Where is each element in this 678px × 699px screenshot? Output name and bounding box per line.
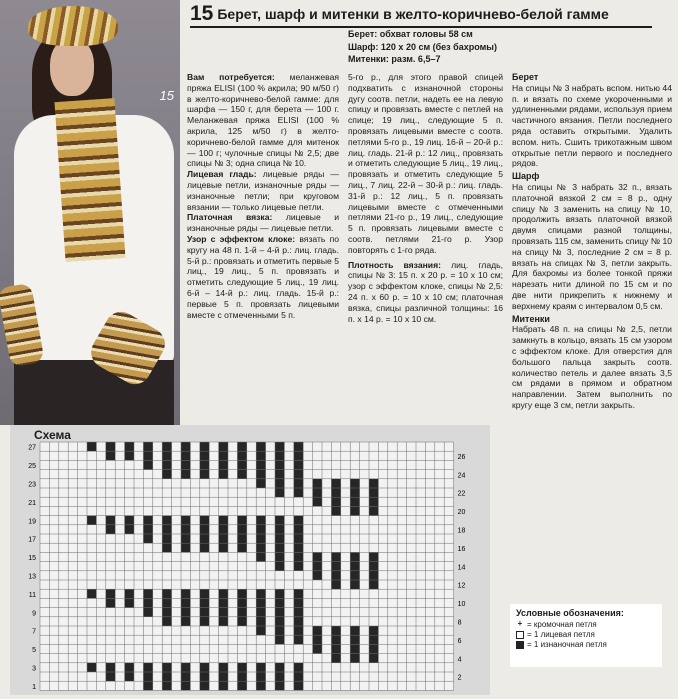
purl-cell xyxy=(275,543,284,552)
purl-cell xyxy=(331,497,340,506)
purl-cell xyxy=(256,552,265,561)
purl-cell xyxy=(219,451,228,460)
purl-stitch-icon xyxy=(516,641,524,649)
purl-cell xyxy=(313,571,322,580)
purl-cell xyxy=(106,442,115,451)
purl-cell xyxy=(162,681,171,690)
stockinette-label: Лицевая гладь: xyxy=(187,169,257,180)
purl-cell xyxy=(294,479,303,488)
purl-cell xyxy=(294,617,303,626)
purl-cell xyxy=(256,451,265,460)
pattern-number: 15 xyxy=(190,2,214,25)
row-number-right: 22 xyxy=(457,490,466,498)
purl-cell xyxy=(125,451,134,460)
beret-heading: Берет xyxy=(512,72,539,82)
purl-cell xyxy=(275,635,284,644)
edge-stitch-icon: + xyxy=(517,619,523,628)
purl-cell xyxy=(369,488,378,497)
purl-cell xyxy=(219,598,228,607)
legend-title: Условные обозначения: xyxy=(516,608,624,618)
purl-cell xyxy=(237,663,246,672)
materials-label: Вам потребуется: xyxy=(187,72,275,82)
purl-cell xyxy=(219,470,228,479)
purl-cell xyxy=(143,525,152,534)
beret-text: На спицы № 3 набрать вспом. нитью 44 п. и вязать по схеме укороченными и удлиненными рядами, используя прием частичного вязания. Петли последнего ряда оставить открытыми. Удалить вспом. нить. Сшить трикотажным швом открытые петли первого и последнего рядов. xyxy=(512,82,672,169)
purl-cell xyxy=(87,663,96,672)
row-number-right: 8 xyxy=(457,619,462,627)
purl-cell xyxy=(294,672,303,681)
purl-cell xyxy=(125,442,134,451)
purl-cell xyxy=(313,635,322,644)
purl-cell xyxy=(219,543,228,552)
purl-cell xyxy=(106,672,115,681)
purl-cell xyxy=(219,617,228,626)
purl-cell xyxy=(256,589,265,598)
purl-cell xyxy=(181,460,190,469)
row-number-left: 27 xyxy=(28,444,36,452)
purl-cell xyxy=(313,644,322,653)
purl-cell xyxy=(294,663,303,672)
article-title xyxy=(190,2,670,28)
purl-cell xyxy=(350,552,359,561)
density-text: лиц. гладь, спицы № 3: 15 п. х 20 р. = 10 х 10 см; узор с эффектом клоке, спицы № 2,5: 24 п. х 60 р. = 10 х 10 см; платочная вязка, спицы различной толщины: 16 п. х 14 р. = 10 х 10 см. xyxy=(348,259,503,324)
garter-label: Платочная вязка: xyxy=(187,212,273,223)
purl-cell xyxy=(331,552,340,561)
purl-cell xyxy=(256,460,265,469)
knitting-chart xyxy=(10,425,490,695)
purl-cell xyxy=(237,608,246,617)
sizes-block xyxy=(348,28,497,66)
chart-grid xyxy=(10,425,490,695)
purl-cell xyxy=(237,516,246,525)
purl-cell xyxy=(275,562,284,571)
purl-cell xyxy=(219,589,228,598)
purl-cell xyxy=(162,543,171,552)
purl-cell xyxy=(350,571,359,580)
purl-cell xyxy=(181,608,190,617)
purl-cell xyxy=(256,617,265,626)
purl-cell xyxy=(181,534,190,543)
materials-column xyxy=(187,72,339,320)
purl-cell xyxy=(237,617,246,626)
purl-cell xyxy=(350,635,359,644)
purl-cell xyxy=(162,589,171,598)
chart-title: Схема xyxy=(34,428,71,442)
row-number-left: 9 xyxy=(32,610,36,618)
purl-cell xyxy=(237,589,246,598)
purl-cell xyxy=(200,442,209,451)
purl-cell xyxy=(294,626,303,635)
purl-cell xyxy=(350,644,359,653)
row-number-left: 3 xyxy=(32,665,36,673)
purl-cell xyxy=(256,543,265,552)
purl-cell xyxy=(181,617,190,626)
purl-cell xyxy=(200,525,209,534)
purl-cell xyxy=(143,608,152,617)
purl-cell xyxy=(275,681,284,690)
purl-cell xyxy=(143,663,152,672)
purl-cell xyxy=(256,598,265,607)
purl-cell xyxy=(200,663,209,672)
purl-cell xyxy=(125,516,134,525)
row-number-right: 20 xyxy=(457,509,466,517)
purl-cell xyxy=(125,598,134,607)
instructions-column xyxy=(348,72,503,324)
purl-cell xyxy=(87,442,96,451)
purl-cell xyxy=(369,562,378,571)
purl-cell xyxy=(256,663,265,672)
purl-cell xyxy=(256,681,265,690)
pattern-continuation: 5-го р., для этого правой спицей подхватить с изнаночной стороны дугу соотв. петли, надеть ее на левую спицу и провязать вместе с петлей на спице; 19 лиц., следующие 5 п. провязать лицевыми вместе с соотв. петлями 5-го р., 19 лиц. 16-й – 20-й р.: лиц. гладь. 21-й р.: 12 лиц., провязать и отметить следующие 5 лиц., 19 лиц., провязать и отметить следующие 5 лиц., 7 лиц. 22-й – 30-й р.: лиц. гладь. 31-й р.: 12 лиц., 5 п. провязать лицевыми вместе с отмеченными петлями 21-го р., 19 лиц., следующие 5 п. провязать лицевыми вместе с соотв. петлями 21-го р. Узор повторять с 1-го ряда. xyxy=(348,72,503,255)
pattern-label: Узор с эффектом клоке: xyxy=(187,233,296,244)
purl-cell xyxy=(294,516,303,525)
purl-cell xyxy=(200,598,209,607)
purl-cell xyxy=(294,598,303,607)
purl-cell xyxy=(200,589,209,598)
row-number-left: 21 xyxy=(28,499,36,507)
purl-cell xyxy=(125,672,134,681)
purl-cell xyxy=(350,654,359,663)
purl-cell xyxy=(275,608,284,617)
purl-cell xyxy=(143,672,152,681)
purl-cell xyxy=(106,516,115,525)
purl-cell xyxy=(181,442,190,451)
purl-cell xyxy=(181,672,190,681)
purl-cell xyxy=(275,598,284,607)
purl-cell xyxy=(237,451,246,460)
purl-cell xyxy=(237,543,246,552)
purl-cell xyxy=(294,552,303,561)
purl-cell xyxy=(275,516,284,525)
purl-cell xyxy=(200,608,209,617)
purl-cell xyxy=(106,525,115,534)
purl-cell xyxy=(125,589,134,598)
purl-cell xyxy=(256,442,265,451)
purl-cell xyxy=(275,672,284,681)
purl-cell xyxy=(181,681,190,690)
purl-cell xyxy=(237,470,246,479)
purl-cell xyxy=(294,608,303,617)
purl-cell xyxy=(219,534,228,543)
purl-cell xyxy=(143,534,152,543)
purl-cell xyxy=(200,516,209,525)
purl-cell xyxy=(237,598,246,607)
row-number-left: 7 xyxy=(32,628,36,636)
purl-cell xyxy=(294,681,303,690)
purl-cell xyxy=(181,525,190,534)
row-number-right: 24 xyxy=(457,472,466,480)
purl-cell xyxy=(181,470,190,479)
purl-cell xyxy=(106,598,115,607)
purl-cell xyxy=(143,598,152,607)
purl-cell xyxy=(275,470,284,479)
purl-cell xyxy=(181,589,190,598)
purl-cell xyxy=(369,497,378,506)
row-number-right: 14 xyxy=(457,564,466,572)
purl-cell xyxy=(350,580,359,589)
purl-cell xyxy=(369,635,378,644)
row-number-right: 2 xyxy=(457,674,462,682)
purl-cell xyxy=(275,589,284,598)
purl-cell xyxy=(369,626,378,635)
purl-cell xyxy=(219,516,228,525)
size-beret: Берет: обхват головы 58 см xyxy=(348,29,473,39)
purl-cell xyxy=(369,552,378,561)
legend-item-knit xyxy=(516,630,656,640)
purl-cell xyxy=(200,672,209,681)
purl-cell xyxy=(256,672,265,681)
pattern-text: вязать по кругу на 48 п. 1-й – 4-й р.: лиц. гладь. 5-й р.: провязать и отметить первые 5 лиц., 19 лиц., 5 п. провязать и отметить следующие 5 лиц., 19 лиц. 6-й – 14-й р.: лиц. гладь. 15-й р.: первые 5 п. провязать лицевыми вместе с отмеченными 5 п. xyxy=(187,233,340,320)
purl-cell xyxy=(237,534,246,543)
purl-cell xyxy=(162,598,171,607)
purl-cell xyxy=(162,672,171,681)
purl-cell xyxy=(350,479,359,488)
purl-cell xyxy=(294,451,303,460)
purl-cell xyxy=(350,626,359,635)
purl-cell xyxy=(106,451,115,460)
purl-cell xyxy=(275,663,284,672)
purl-cell xyxy=(162,451,171,460)
purl-cell xyxy=(256,525,265,534)
purl-cell xyxy=(162,534,171,543)
title-text: Берет, шарф и митенки в желто-коричнево-белой гамме xyxy=(217,6,609,22)
purl-cell xyxy=(275,488,284,497)
purl-cell xyxy=(237,525,246,534)
model-photo xyxy=(0,0,180,425)
mittens-heading: Митенки xyxy=(512,313,550,324)
purl-cell xyxy=(181,451,190,460)
purl-cell xyxy=(181,663,190,672)
row-number-left: 17 xyxy=(28,536,36,544)
purl-cell xyxy=(331,644,340,653)
purl-cell xyxy=(331,635,340,644)
purl-cell xyxy=(313,552,322,561)
purl-cell xyxy=(125,525,134,534)
row-number-right: 26 xyxy=(457,453,466,461)
face-shape xyxy=(50,38,94,96)
purl-cell xyxy=(87,589,96,598)
purl-cell xyxy=(294,470,303,479)
purl-cell xyxy=(313,479,322,488)
purl-cell xyxy=(162,442,171,451)
purl-cell xyxy=(162,460,171,469)
purl-cell xyxy=(143,516,152,525)
photo-page-number: 15 xyxy=(159,88,174,103)
purl-cell xyxy=(256,534,265,543)
items-column xyxy=(512,70,672,411)
row-number-left: 15 xyxy=(28,555,36,563)
purl-cell xyxy=(331,654,340,663)
purl-cell xyxy=(181,543,190,552)
size-scarf: Шарф: 120 х 20 см (без бахромы) xyxy=(348,41,497,52)
row-number-left: 1 xyxy=(32,683,36,691)
legend-edge-text: = кромочная петля xyxy=(527,620,597,629)
purl-cell xyxy=(256,479,265,488)
purl-cell xyxy=(219,525,228,534)
size-mittens: Митенки: разм. 6,5–7 xyxy=(348,54,441,64)
purl-cell xyxy=(256,470,265,479)
purl-cell xyxy=(219,672,228,681)
purl-cell xyxy=(237,681,246,690)
stockinette-text: лицевые ряды — лицевые петли, изнаночные ряды — изнаночные петли; при круговом вязании — только лицевые петли. xyxy=(187,169,340,212)
purl-cell xyxy=(331,580,340,589)
purl-cell xyxy=(143,460,152,469)
purl-cell xyxy=(369,506,378,515)
row-number-right: 4 xyxy=(457,656,462,664)
purl-cell xyxy=(87,516,96,525)
purl-cell xyxy=(331,479,340,488)
purl-cell xyxy=(256,626,265,635)
purl-cell xyxy=(331,626,340,635)
purl-cell xyxy=(106,589,115,598)
purl-cell xyxy=(219,663,228,672)
purl-cell xyxy=(162,608,171,617)
purl-cell xyxy=(237,460,246,469)
purl-cell xyxy=(275,525,284,534)
purl-cell xyxy=(294,525,303,534)
density-label: Плотность вязания: xyxy=(348,259,441,270)
purl-cell xyxy=(275,534,284,543)
purl-cell xyxy=(219,442,228,451)
purl-cell xyxy=(200,460,209,469)
row-number-left: 19 xyxy=(28,518,36,526)
purl-cell xyxy=(275,479,284,488)
purl-cell xyxy=(275,552,284,561)
purl-cell xyxy=(125,663,134,672)
purl-cell xyxy=(369,479,378,488)
purl-cell xyxy=(294,442,303,451)
purl-cell xyxy=(313,497,322,506)
purl-cell xyxy=(106,663,115,672)
purl-cell xyxy=(219,460,228,469)
purl-cell xyxy=(162,617,171,626)
purl-cell xyxy=(256,608,265,617)
purl-cell xyxy=(331,562,340,571)
row-number-right: 12 xyxy=(457,582,466,590)
purl-cell xyxy=(162,470,171,479)
row-number-left: 25 xyxy=(28,463,36,471)
purl-cell xyxy=(331,488,340,497)
purl-cell xyxy=(200,534,209,543)
row-number-left: 5 xyxy=(32,647,36,655)
purl-cell xyxy=(294,534,303,543)
row-number-right: 10 xyxy=(457,601,466,609)
scarf-text: На спицы № 3 набрать 32 п., вязать платочной вязкой 2 см = 8 р., одну спицу № 3 заменить на спицу № 10, продолжить вязать платочной вязкой двумя спицами разной толщины, провязать 115 см, заменить спицу № 10 на спицу № 3, последние 2 см = 8 р. вязать на спицах № 3, петли закрыть. Для бахромы из более тонкой пряжи нарезать нити длиной по 15 см и по две нити прикрепить к нижнему и верхнему краям с интервалом 0,5 см. xyxy=(512,181,673,311)
purl-cell xyxy=(350,506,359,515)
legend-box xyxy=(510,604,662,667)
purl-cell xyxy=(369,654,378,663)
purl-cell xyxy=(369,571,378,580)
row-number-right: 16 xyxy=(457,545,466,553)
scarf-heading: Шарф xyxy=(512,171,540,182)
purl-cell xyxy=(200,470,209,479)
purl-cell xyxy=(143,451,152,460)
purl-cell xyxy=(237,442,246,451)
legend-item-purl xyxy=(516,640,656,650)
legend-knit-text: = 1 лицевая петля xyxy=(527,630,595,639)
purl-cell xyxy=(275,617,284,626)
purl-cell xyxy=(350,562,359,571)
purl-cell xyxy=(162,525,171,534)
purl-cell xyxy=(313,562,322,571)
purl-cell xyxy=(369,580,378,589)
purl-cell xyxy=(219,681,228,690)
row-number-left: 13 xyxy=(28,573,36,581)
purl-cell xyxy=(294,488,303,497)
purl-cell xyxy=(181,598,190,607)
purl-cell xyxy=(200,617,209,626)
purl-cell xyxy=(256,516,265,525)
purl-cell xyxy=(275,442,284,451)
garter-text: лицевые и изнаночные ряды — лицевые петли. xyxy=(187,212,339,234)
purl-cell xyxy=(162,663,171,672)
purl-cell xyxy=(331,571,340,580)
purl-cell xyxy=(143,442,152,451)
purl-cell xyxy=(331,506,340,515)
purl-cell xyxy=(219,608,228,617)
legend-purl-text: = 1 изнаночная петля xyxy=(527,640,607,649)
mittens-text: Набрать 48 п. на спицы № 2,5, петли замкнуть в кольцо, вязать 15 см узором с эффектом клоке. Для отверстия для большого пальца закрыть соотв. количество петель и далее вязать 3,5 см рядами в прямом и обратном направлении. Затем выполнить по кругу еще 3 см, петли закрыть. xyxy=(512,324,672,410)
purl-cell xyxy=(200,543,209,552)
purl-cell xyxy=(237,672,246,681)
row-number-left: 11 xyxy=(28,591,36,599)
purl-cell xyxy=(200,451,209,460)
purl-cell xyxy=(181,516,190,525)
purl-cell xyxy=(350,497,359,506)
purl-cell xyxy=(313,626,322,635)
purl-cell xyxy=(294,460,303,469)
purl-cell xyxy=(369,644,378,653)
row-number-right: 18 xyxy=(457,527,466,535)
purl-cell xyxy=(143,681,152,690)
knit-stitch-icon xyxy=(516,631,524,639)
beret-shape xyxy=(28,6,118,46)
purl-cell xyxy=(162,516,171,525)
purl-cell xyxy=(143,589,152,598)
purl-cell xyxy=(294,543,303,552)
purl-cell xyxy=(294,635,303,644)
materials-text: меланжевая пряжа ELISI (100 % акрила; 90 м/50 г) в желто-коричнево-белой гамме: для шарфа — 150 г, для берета — 100 г. Меланжевая пряжа ELISI (100 % акрила, 125 м/50 г) в желто-коричнево-белой гамме для митенок — 100 г; чулочные спицы № 2,5; две спицы № 3; одна спица № 10. xyxy=(187,72,339,169)
purl-cell xyxy=(200,681,209,690)
purl-cell xyxy=(313,488,322,497)
row-number-right: 6 xyxy=(457,637,462,645)
legend-item-edge xyxy=(516,620,656,630)
row-number-left: 23 xyxy=(28,481,36,489)
purl-cell xyxy=(275,460,284,469)
scarf-shape xyxy=(54,98,125,262)
purl-cell xyxy=(294,562,303,571)
purl-cell xyxy=(350,488,359,497)
purl-cell xyxy=(275,626,284,635)
purl-cell xyxy=(294,589,303,598)
purl-cell xyxy=(275,451,284,460)
